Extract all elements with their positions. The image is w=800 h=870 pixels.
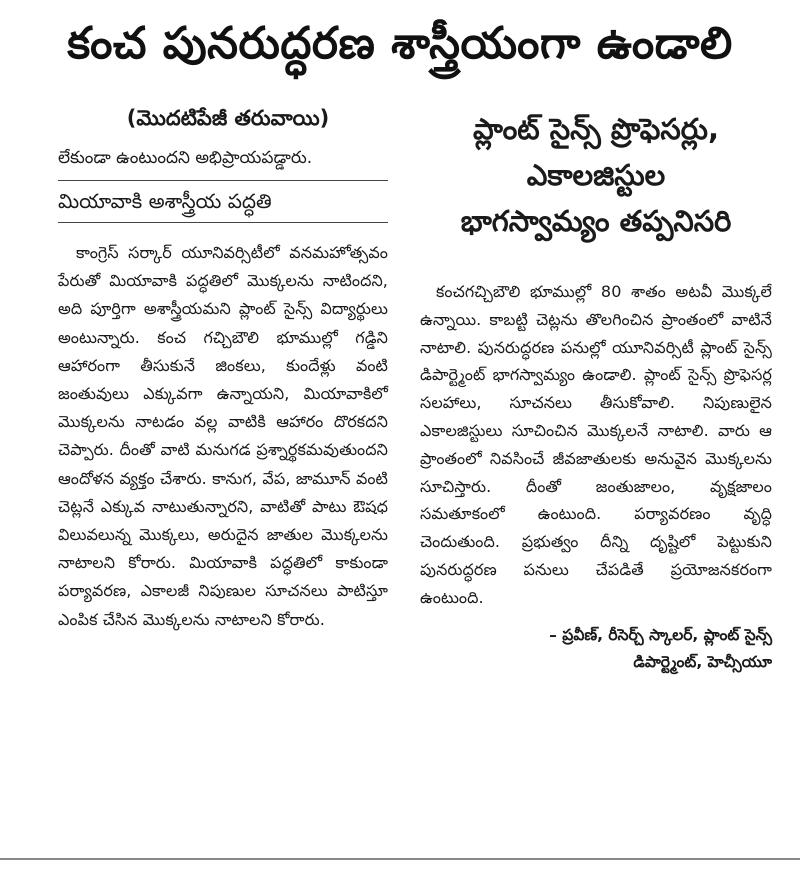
sidebar-headline [420,106,772,244]
page-bottom-rule [0,858,800,860]
lead-line: లేకుండా ఉంటుందని అభిప్రాయపడ్డారు. [58,148,313,168]
sidebar-headline-line-1: ప్లాంట్ సైన్స్ ప్రొఫెసర్లు, [473,112,719,146]
left-column [58,100,388,634]
left-body-paragraph: కాంగ్రెస్ సర్కార్ యూనివర్సిటీలో వనమహోత్సవం పేరుతో మియావాకి పద్ధతిలో మొక్కలను నాటిందని, అది పూర్తిగా అశాస్త్రీయమని ప్లాంట్ సైన్స్ విద్యార్థులు అంటున్నారు. కంచ గచ్చిబౌలి భూముల్లో గడ్డిని ఆహారంగా తీసుకునే జింకలు, కుందేళ్లు వంటి జంతువులు ఎక్కువగా ఉన్నాయని, మియావాకిలో మొక్కలను నాటడం వల్ల వాటికి ఆహారం దొరకదని చెప్పారు. దీంతో వాటి మనుగడ ప్రశ్నార్థకమవుతుందని ఆందోళన వ్యక్తం చేశారు. కానుగ, వేప, జామూన్ వంటి చెట్లనే ఎక్కువ నాటుతున్నారని, వాటితో పాటు ఔషధ విలువలున్న మొక్కలు, అరుదైన జాతుల మొక్కలను నాటాలని కోరారు. మియావాకి పద్ధతిలో కాకుండా పర్యావరణ, ఎకాలజీ నిపుణుల సూచనలు పాటిస్తూ ఎంపిక చేసిన మొక్కలను నాటాలని కోరారు. [58,243,388,629]
byline-line-1: – ప్రవీణ్, రీసెర్చ్ స్కాలర్, ప్లాంట్ సైన్స్ [549,625,772,644]
sidebar-headline-line-2: ఎకాలజిస్టుల [526,158,666,192]
byline-line-2: డిపార్ట్మెంట్, హెచ్సీయూ [633,652,772,671]
right-body-paragraph: కంచగచ్చిబౌలి భూముల్లో 80 శాతం అటవీ మొక్కలే ఉన్నాయి. కాబట్టి చెట్లను తొలగించిన ప్రాంతంలో వాటినే నాటాలి. పునరుద్ధరణ పనుల్లో యూనివర్సిటీ ప్లాంట్ సైన్స్ డిపార్ట్మెంట్ భాగస్వామ్యం ఉండాలి. ప్లాంట్ సైన్స్ ప్రొఫెసర్ల సలహాలు, సూచనలు తీసుకోవాలి. నిపుణులైన ఎకాలజిస్టులు సూచించిన మొక్కలనే నాటాలి. వారు ఆ ప్రాంతంలో నివసించే జీవజాతులకు అనువైన మొక్కలను సూచిస్తారు. దీంతో జంతుజాలం, వృక్షజాలం సమతూకంలో ఉంటుంది. పర్యావరణం వృద్ధి చెందుతుంది. ప్రభుత్వం దీన్ని దృష్టిలో పెట్టుకుని పునరుద్ధరణ పనులు చేపడితే ప్రయోజనకరంగా ఉంటుంది. [420,282,772,607]
subhead-box [58,180,388,223]
byline-credit [420,622,772,676]
right-column [420,100,772,676]
continued-from-front-page-label: (మొదటిపేజీ తరువాయి) [126,106,330,130]
subhead: మియావాకి అశాస్త్రీయ పద్ధతి [58,189,272,213]
article-headline: కంచ పునరుద్ధరణ శాస్త్రీయంగా ఉండాలి [67,18,733,69]
sidebar-headline-line-3: భాగస్వామ్యం తప్పనిసరి [460,204,732,238]
